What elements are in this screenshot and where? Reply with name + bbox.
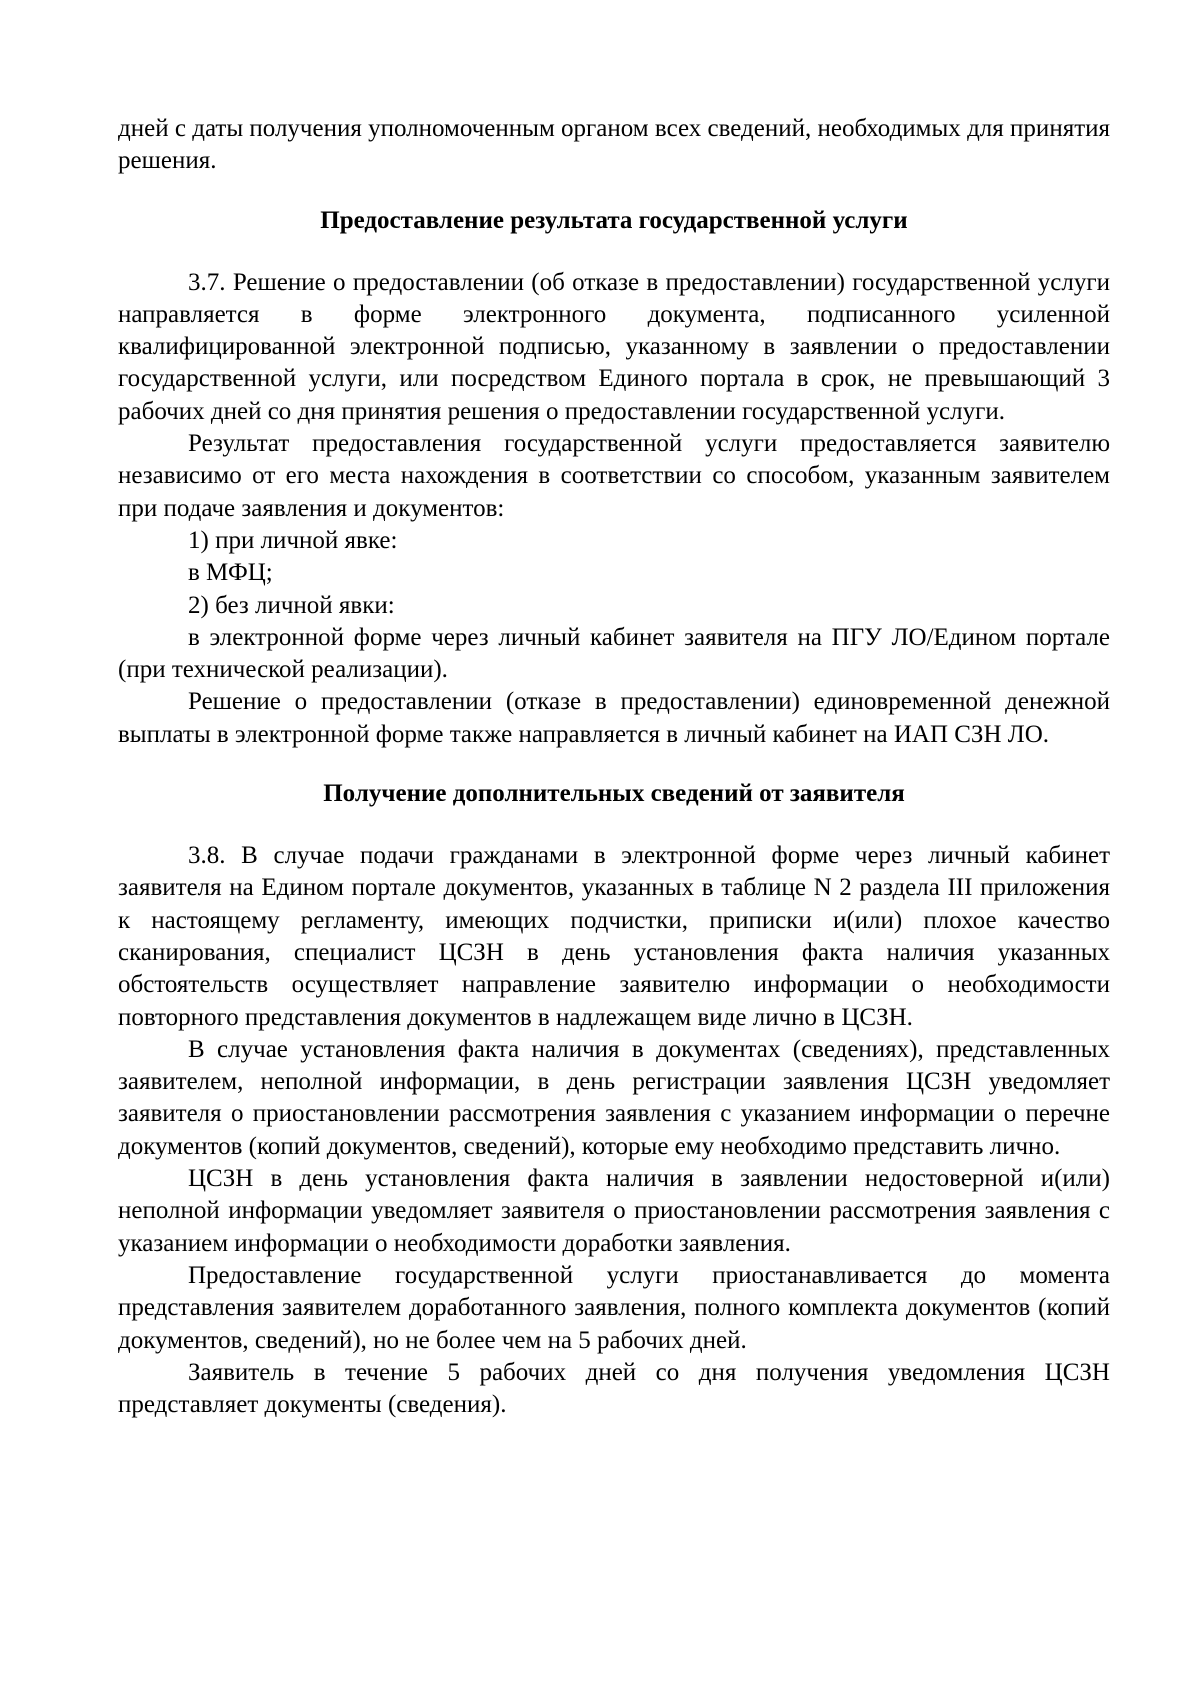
paragraph-decision-iap: Решение о предоставлении (отказе в предоставлении) единовременной денежной выплаты в электронной форме также направляется в личный кабинет на ИАП СЗН ЛО. bbox=[118, 688, 1110, 748]
list-item-mfc: в МФЦ; bbox=[188, 559, 273, 587]
paragraph-3-7: 3.7. Решение о предоставлении (об отказе в предоставлении) государственной услуги направляется в форме электронного документа, подписанного усиленной квалифицированной электронной подписью, указанному в заявлении о предоставлении государственной услуги, или посредством Единого портала в срок, не превышающий 3 рабочих дней со дня принятия решения о предоставлении государственной услуги. bbox=[118, 268, 1110, 425]
list-item-in-person: 1) при личной явке: bbox=[188, 526, 398, 554]
spacer bbox=[118, 751, 1110, 778]
paragraph-result-delivery: Результат предоставления государственной услуги предоставляется заявителю независимо от его места нахождения в соответствии со способом, указанным заявителем при подаче заявления и документов: bbox=[118, 430, 1110, 522]
section-heading-additional-info: Получение дополнительных сведений от заявителя bbox=[323, 780, 905, 808]
spacer bbox=[118, 810, 1110, 840]
paragraph-3-8: 3.8. В случае подачи гражданами в электронной форме через личный кабинет заявителя на Едином портале документов, указанных в таблице N 2 раздела III приложения к настоящему регламенту, имеющих подчистки, приписки и(или) плохое качество сканирования, специалист ЦСЗН в день установления факта наличия указанных обстоятельств осуществляет направление заявителю информации о необходимости повторного представления документов в надлежащем виде лично в ЦСЗН. bbox=[118, 842, 1110, 1031]
intro-paragraph: дней с даты получения уполномоченным органом всех сведений, необходимых для принятия решения. bbox=[118, 115, 1110, 175]
spacer bbox=[118, 178, 1110, 205]
section-heading-result: Предоставление результата государственной услуги bbox=[320, 206, 908, 234]
paragraph-suspension: Предоставление государственной услуги приостанавливается до момента представления заявителем доработанного заявления, полного комплекта документов (копий документов, сведений), но не более чем на 5 рабочих дней. bbox=[118, 1261, 1110, 1354]
paragraph-applicant-deadline: Заявитель в течение 5 рабочих дней со дня получения уведомления ЦСЗН представляет документы (сведения). bbox=[118, 1358, 1110, 1419]
spacer bbox=[118, 237, 1110, 267]
paragraph-electronic-form: в электронной форме через личный кабинет заявителя на ПГУ ЛО/Едином портале (при технической реализации). bbox=[118, 623, 1110, 684]
paragraph-incomplete-info: В случае установления факта наличия в документах (сведениях), представленных заявителем, неполной информации, в день регистрации заявления ЦСЗН уведомляет заявителя о приостановлении рассмотрения заявления с указанием информации о перечне документов (копий документов, сведений), которые ему необходимо представить лично. bbox=[118, 1035, 1110, 1160]
list-item-remote: 2) без личной явки: bbox=[188, 591, 395, 619]
document-body bbox=[118, 113, 1110, 1421]
paragraph-inaccurate-info: ЦСЗН в день установления факта наличия в заявлении недостоверной и(или) неполной информации уведомляет заявителя о приостановлении рассмотрения заявления с указанием информации о необходимости доработки заявления. bbox=[118, 1165, 1110, 1257]
